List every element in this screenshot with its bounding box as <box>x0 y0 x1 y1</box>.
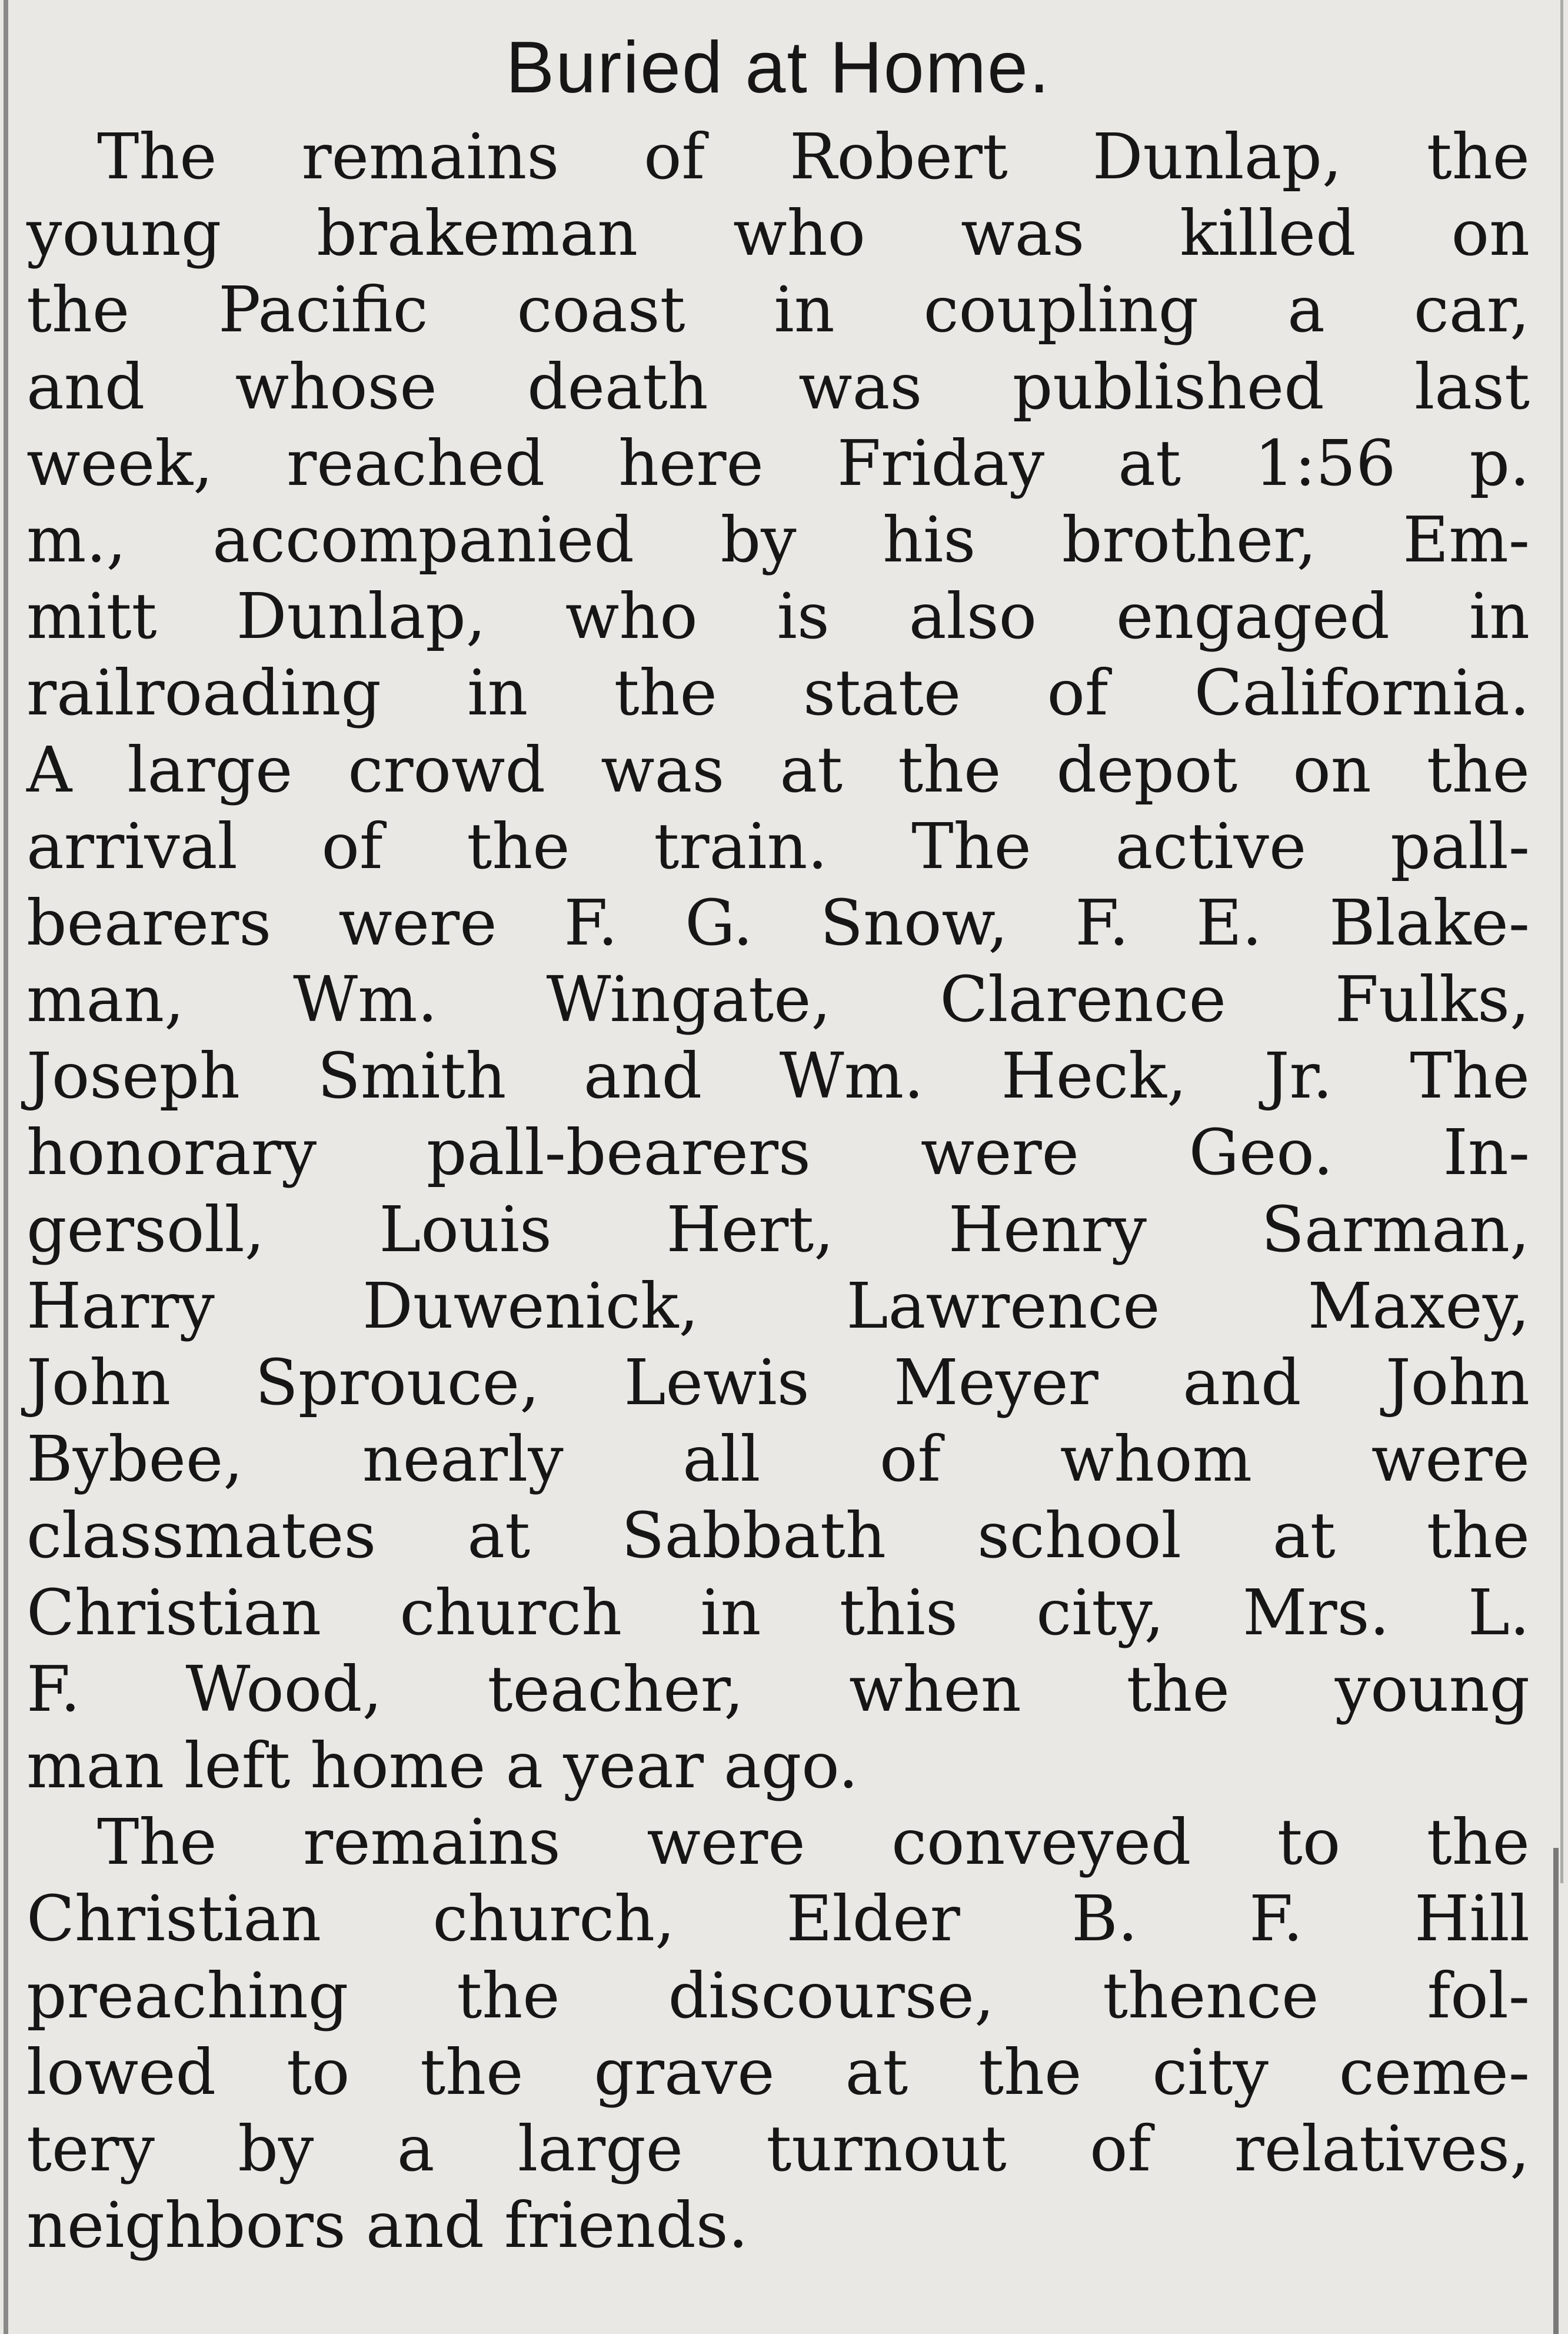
article <box>26 24 1530 2264</box>
column-rule-left <box>4 0 8 2334</box>
text-line: the Pacific coast in coupling a car, <box>26 274 1530 347</box>
text-line: Bybee, nearly all of whom were <box>26 1423 1530 1497</box>
text-line: neighbors and friends. <box>26 2189 748 2263</box>
article-headline: Buried at Home. <box>505 27 1051 108</box>
article-paragraph-1 <box>26 119 1530 1804</box>
text-line: week, reached here Friday at 1:56 p. <box>26 427 1530 500</box>
text-line: Christian church in this city, Mrs. L. <box>26 1576 1530 1650</box>
text-line: The remains were conveyed to the <box>97 1806 1530 1880</box>
text-line: The remains of Robert Dunlap, the <box>97 121 1530 194</box>
text-line: man, Wm. Wingate, Clarence Fulks, <box>26 963 1530 1037</box>
text-line: lowed to the grave at the city ceme- <box>26 2036 1530 2109</box>
text-line: and whose death was published last <box>26 350 1530 424</box>
text-line: mitt Dunlap, who is also engaged in <box>26 580 1530 654</box>
text-line: arrival of the train. The active pall- <box>26 810 1530 883</box>
text-line: gersoll, Louis Hert, Henry Sarman, <box>26 1193 1530 1266</box>
text-line: Harry Duwenick, Lawrence Maxey, <box>26 1269 1530 1343</box>
text-line: F. Wood, teacher, when the young <box>26 1653 1530 1726</box>
text-line: Christian church, Elder B. F. Hill <box>26 1883 1530 1956</box>
text-line: m., accompanied by his brother, Em- <box>26 503 1530 577</box>
text-line: bearers were F. G. Snow, F. E. Blake- <box>26 886 1530 960</box>
text-line: John Sprouce, Lewis Meyer and John <box>26 1346 1530 1419</box>
text-line: honorary pall-bearers were Geo. In- <box>26 1116 1530 1190</box>
text-line: Joseph Smith and Wm. Heck, Jr. The <box>26 1040 1530 1113</box>
text-line: young brakeman who was killed on <box>26 197 1530 271</box>
text-line: man left home a year ago. <box>26 1729 858 1803</box>
column-rule-right-top <box>1560 0 1563 1883</box>
text-line: preaching the discourse, thence fol- <box>26 1959 1530 2033</box>
column-rule-right <box>1553 1848 1559 2334</box>
text-line: railroading in the state of California. <box>26 657 1530 730</box>
article-paragraph-2 <box>26 1804 1530 2264</box>
text-line: tery by a large turnout of relatives, <box>26 2112 1530 2186</box>
text-line: classmates at Sabbath school at the <box>26 1500 1530 1573</box>
text-line: A large crowd was at the depot on the <box>26 733 1530 807</box>
